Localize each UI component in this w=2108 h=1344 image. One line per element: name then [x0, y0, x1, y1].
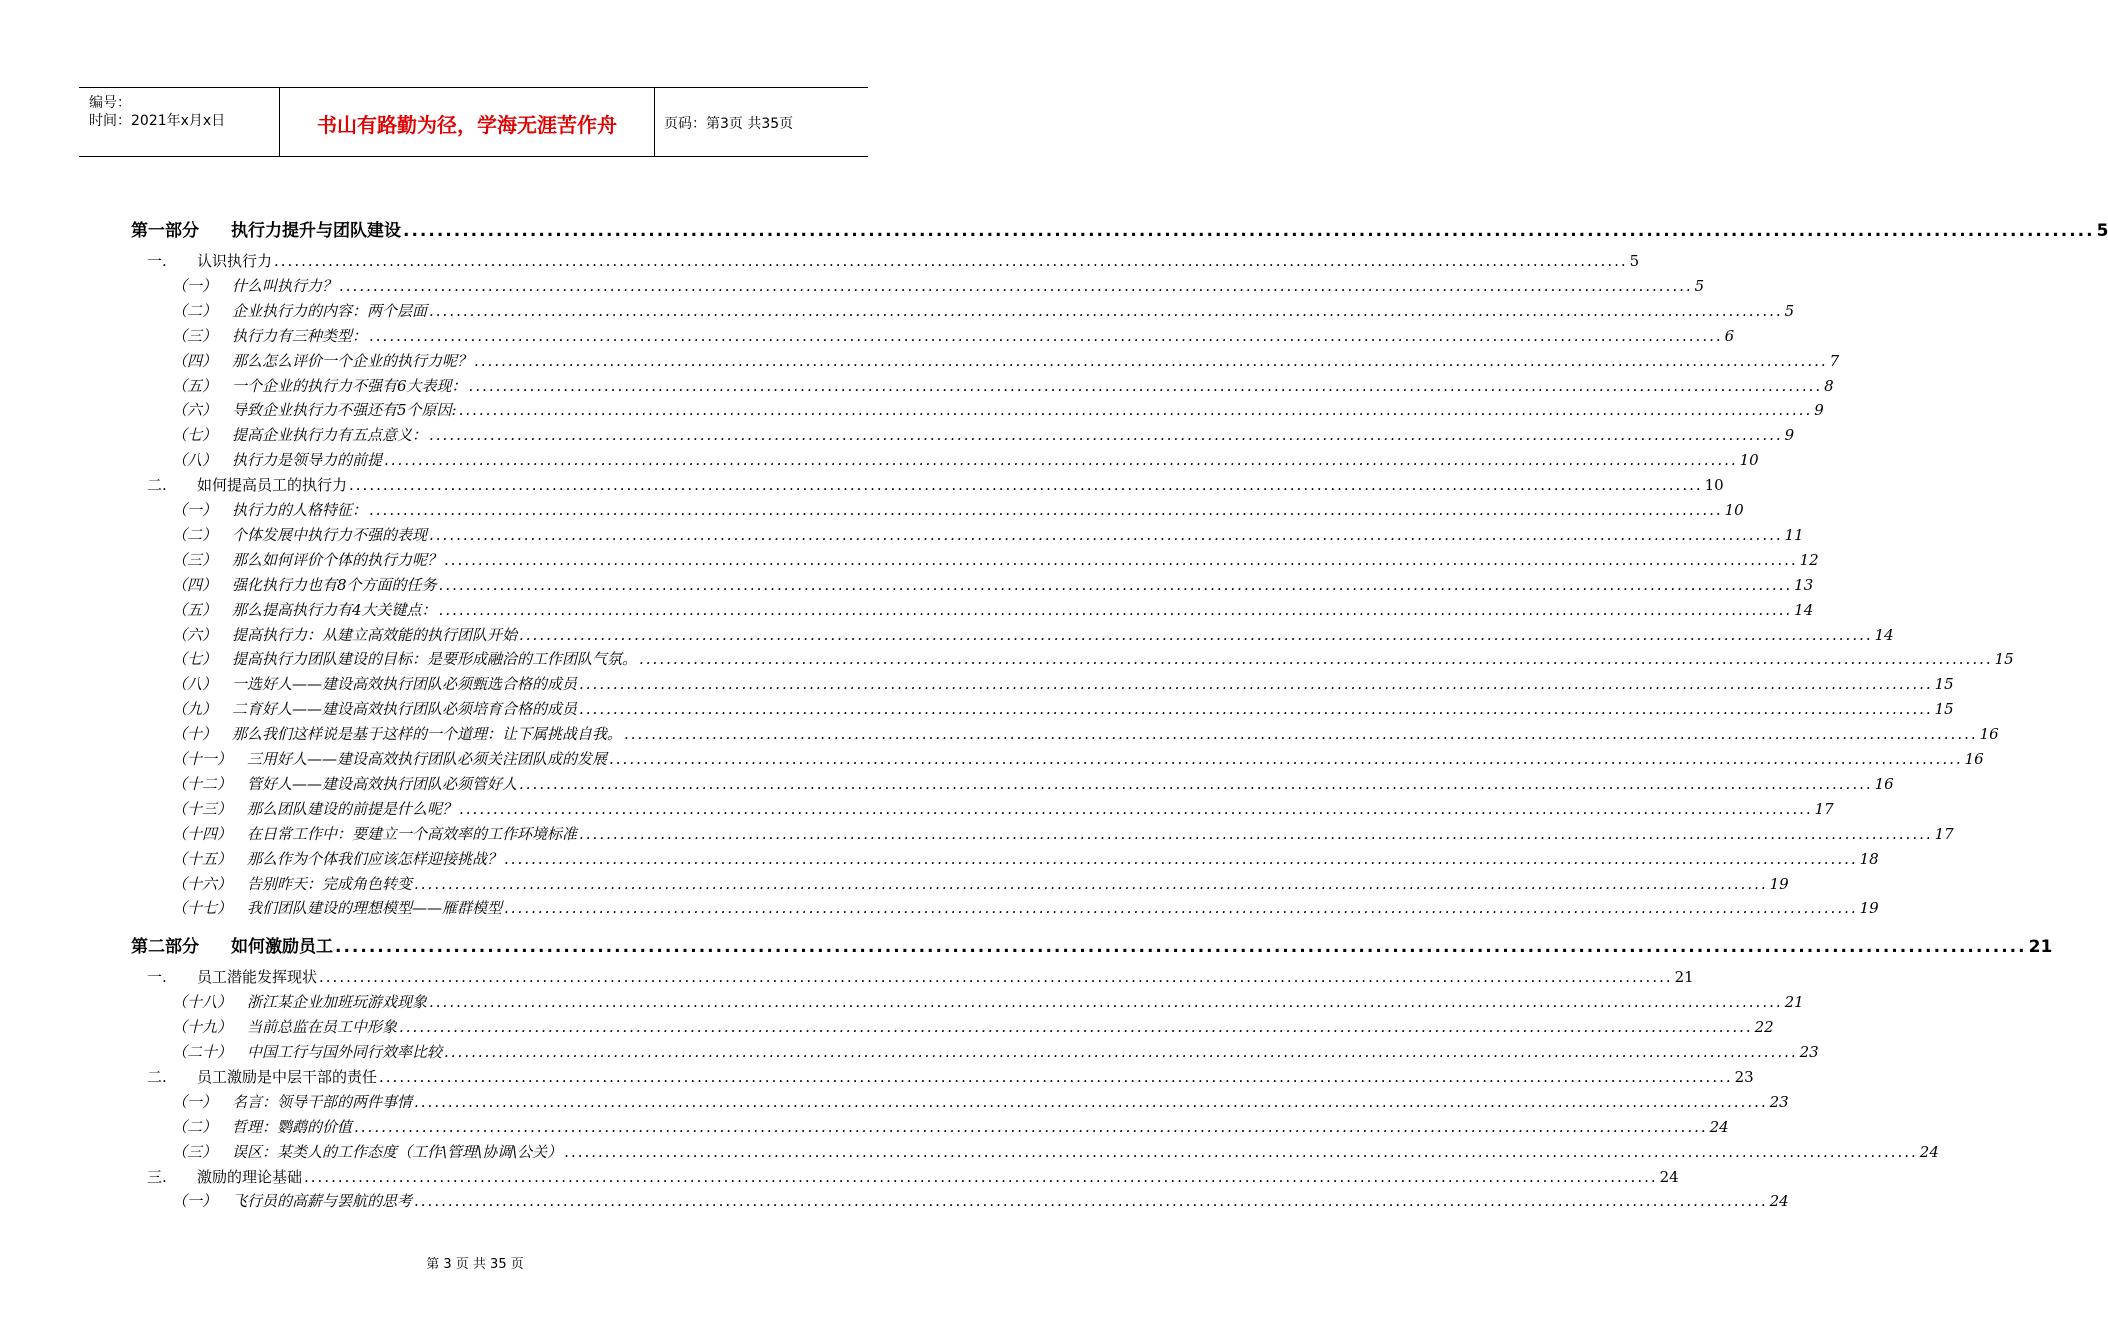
- toc-page-number: 21: [1674, 968, 1694, 987]
- toc-entry-label: （十八）: [172, 993, 233, 1012]
- toc-page-number: 21: [1784, 993, 1804, 1012]
- toc-page-number: 5: [1784, 301, 1795, 320]
- header-page-cell: [654, 88, 868, 156]
- toc-entry-title: 员工激励是中层干部的责任: [197, 1067, 378, 1086]
- toc-entry-label: （四）: [172, 351, 218, 370]
- toc-subsection-entry[interactable]: [172, 499, 1744, 520]
- toc-page-number: 14: [1794, 600, 1814, 619]
- toc-entry-title: 中国工行与国外同行效率比较: [247, 1043, 443, 1061]
- toc-entry-title: 我们团队建设的理想模型——雁群模型: [247, 899, 503, 918]
- toc-dot-leader: ........................................................................................................................................................................................................: [369, 501, 1723, 519]
- toc-entry-label: （十九）: [172, 1018, 233, 1037]
- toc-subsection-entry[interactable]: [172, 698, 1954, 719]
- toc-part-entry[interactable]: [131, 216, 2108, 241]
- toc-entry-title: 二育好人——建设高效执行团队必须培育合格的成员: [232, 700, 578, 719]
- page-info: 页码：第3页 共35页: [664, 116, 794, 132]
- toc-page-number: 14: [1874, 625, 1894, 644]
- toc-subsection-entry[interactable]: [172, 424, 1795, 445]
- motto: 书山有路勤为径，学海无涯苦作舟: [317, 113, 617, 137]
- toc-page-number: 24: [1919, 1142, 1939, 1161]
- toc-entry-title: 哲理：鹦鹉的价值: [232, 1117, 353, 1136]
- toc-subsection-entry[interactable]: [172, 1041, 1819, 1062]
- toc-page-number: 5: [1694, 276, 1705, 295]
- toc-entry-title: 管好人——建设高效执行团队必须管好人: [247, 774, 518, 793]
- toc-subsection-entry[interactable]: [172, 574, 1814, 595]
- toc-entry-label: （三）: [172, 550, 218, 569]
- toc-subsection-entry[interactable]: [172, 399, 1824, 420]
- toc-entry-title: 激励的理论基础: [197, 1167, 303, 1186]
- toc-page-number: 12: [1799, 550, 1819, 569]
- toc-entry-label: （十七）: [172, 899, 233, 918]
- toc-page-number: 10: [1739, 451, 1759, 470]
- toc-page-number: 15: [1994, 650, 2014, 669]
- toc-dot-leader: ........................................................................................................................................................................................................: [429, 426, 1783, 445]
- toc-entry-title: 误区：某类人的工作态度（工作\管理\协调\公关）: [232, 1142, 563, 1161]
- toc-entry-title: 认识执行力: [197, 252, 273, 270]
- toc-dot-leader: ........................................................................................................................................................................................................: [438, 575, 1793, 594]
- toc-entry-title: 飞行员的高薪与罢航的思考: [232, 1192, 413, 1211]
- toc-page-number: 10: [1704, 476, 1724, 495]
- toc-entry-title: 一个企业的执行力不强有6大表现：: [232, 376, 467, 395]
- toc-dot-leader: ........................................................................................................................................................................................................: [414, 1192, 1768, 1211]
- toc-subsection-entry[interactable]: [172, 1016, 1774, 1037]
- toc-section-entry[interactable]: [147, 1066, 1754, 1087]
- toc-dot-leader: ........................................................................................................................................................................................................: [429, 301, 1783, 320]
- toc-subsection-entry[interactable]: [172, 823, 1954, 844]
- toc-entry-label: （一）: [172, 501, 218, 519]
- toc-part-entry[interactable]: [131, 932, 2053, 958]
- toc-entry-label: 一.: [147, 968, 167, 987]
- toc-entry-title: 那么团队建设的前提是什么呢？: [247, 799, 458, 818]
- toc-subsection-entry[interactable]: [172, 275, 1705, 296]
- toc-dot-leader: ........................................................................................................................................................................................................: [459, 799, 1813, 818]
- toc-dot-leader: ........................................................................................................................................................................................................: [458, 401, 1813, 420]
- toc-entry-title: 提高企业执行力有五点意义：: [232, 426, 428, 445]
- toc-entry-label: （五）: [172, 600, 218, 619]
- toc-dot-leader: ........................................................................................................................................................................................................: [339, 276, 1693, 295]
- toc-subsection-entry[interactable]: [172, 798, 1834, 819]
- toc-dot-leader: ........................................................................................................................................................................................................: [274, 252, 1628, 270]
- toc-section-entry[interactable]: [147, 1166, 1679, 1187]
- toc-entry-label: （一）: [172, 1092, 218, 1111]
- toc-subsection-entry[interactable]: [172, 673, 1954, 694]
- toc-subsection-entry[interactable]: [172, 991, 1804, 1012]
- toc-entry-title: 导致企业执行力不强还有5个原因:: [232, 401, 457, 420]
- toc-entry-label: （十二）: [172, 774, 233, 793]
- toc-entry-label: （六）: [172, 401, 218, 420]
- toc-entry-label: （三）: [172, 1142, 218, 1161]
- page-footer: 第 3 页 共 35 页: [426, 1257, 524, 1272]
- toc-page-number: 18: [1859, 849, 1879, 868]
- toc-page-number: 10: [1724, 501, 1744, 519]
- toc-subsection-entry[interactable]: [172, 375, 1834, 396]
- toc-dot-leader: ........................................................................................................................................................................................................: [384, 451, 1738, 470]
- toc-page-number: 15: [1934, 675, 1954, 694]
- toc-dot-leader: ........................................................................................................................................................................................................: [504, 849, 1858, 868]
- toc-subsection-entry[interactable]: [172, 350, 1840, 371]
- toc-dot-leader: ........................................................................................................................................................................................................: [319, 968, 1673, 987]
- toc-subsection-entry[interactable]: [172, 599, 1814, 620]
- document-header: [79, 87, 868, 157]
- toc-entry-title: 员工潜能发挥现状: [197, 968, 318, 987]
- toc-dot-leader: ........................................................................................................................................................................................................: [564, 1142, 1918, 1161]
- toc-page-number: 23: [1769, 1092, 1789, 1111]
- toc-entry-label: （十一）: [172, 750, 233, 768]
- toc-dot-leader: ........................................................................................................................................................................................................: [429, 525, 1783, 544]
- toc-entry-title: 执行力的人格特征：: [232, 501, 368, 519]
- toc-page-number: 16: [1964, 750, 1984, 768]
- toc-entry-label: （五）: [172, 376, 218, 395]
- toc-dot-leader: ........................................................................................................................................................................................................: [639, 650, 1993, 669]
- toc-section-entry[interactable]: [147, 250, 1640, 271]
- toc-dot-leader: ........................................................................................................................................................................................................: [519, 625, 1873, 644]
- toc-dot-leader: ........................................................................................................................................................................................................: [403, 221, 2095, 241]
- toc-entry-title: 提高执行力：从建立高效能的执行团队开始: [232, 625, 518, 644]
- toc-dot-leader: ........................................................................................................................................................................................................: [579, 675, 1933, 694]
- toc-subsection-entry[interactable]: [172, 648, 2014, 669]
- toc-entry-label: （九）: [172, 700, 218, 719]
- toc-page-number: 9: [1814, 401, 1824, 420]
- toc-subsection-entry[interactable]: [172, 723, 1999, 744]
- toc-dot-leader: ........................................................................................................................................................................................................: [444, 1043, 1798, 1061]
- toc-page-number: 11: [1784, 525, 1804, 544]
- toc-page-number: 8: [1824, 376, 1834, 395]
- toc-subsection-entry[interactable]: [172, 549, 1819, 570]
- toc-section-entry[interactable]: [147, 966, 1694, 987]
- toc-dot-leader: ........................................................................................................................................................................................................: [609, 750, 1963, 768]
- toc-entry-title: 那么如何评价个体的执行力呢？: [232, 550, 443, 569]
- toc-dot-leader: ........................................................................................................................................................................................................: [399, 1018, 1753, 1037]
- toc-entry-title: 那么我们这样说是基于这样的一个道理：让下属挑战自我。: [232, 725, 623, 744]
- toc-dot-leader: ........................................................................................................................................................................................................: [414, 874, 1768, 893]
- toc-subsection-entry[interactable]: [172, 1141, 1939, 1162]
- toc-page-number: 16: [1874, 774, 1894, 793]
- toc-entry-title: 三用好人——建设高效执行团队必须关注团队成的发展: [247, 750, 608, 768]
- toc-dot-leader: ........................................................................................................................................................................................................: [579, 824, 1933, 843]
- toc-entry-title: 执行力有三种类型：: [232, 326, 368, 345]
- toc-page-number: 6: [1724, 326, 1735, 345]
- toc-entry-title: 执行力提升与团队建设: [231, 221, 401, 241]
- toc-page-number: 24: [1659, 1167, 1679, 1186]
- toc-section-entry[interactable]: [147, 474, 1724, 495]
- toc-subsection-entry[interactable]: [172, 897, 1879, 918]
- toc-entry-label: （十四）: [172, 824, 233, 843]
- toc-entry-label: （二十）: [172, 1043, 233, 1061]
- toc-subsection-entry[interactable]: [172, 1116, 1729, 1137]
- toc-subsection-entry[interactable]: [172, 873, 1789, 894]
- toc-entry-title: 在日常工作中：要建立一个高效率的工作环境标准: [247, 824, 578, 843]
- toc-dot-leader: ........................................................................................................................................................................................................: [369, 326, 1723, 345]
- toc-dot-leader: ........................................................................................................................................................................................................: [354, 1117, 1708, 1136]
- toc-page-number: 15: [1934, 700, 1954, 719]
- toc-dot-leader: ........................................................................................................................................................................................................: [379, 1067, 1733, 1086]
- toc-entry-title: 提高执行力团队建设的目标：是要形成融洽的工作团队气氛。: [232, 650, 638, 669]
- toc-entry-label: （十三）: [172, 799, 233, 818]
- toc-page-number: 9: [1784, 426, 1795, 445]
- toc-subsection-entry[interactable]: [172, 1091, 1789, 1112]
- toc-entry-label: 第二部分: [131, 937, 199, 958]
- header-motto-cell: [279, 88, 655, 156]
- toc-dot-leader: ........................................................................................................................................................................................................: [335, 937, 2027, 958]
- toc-page-number: 7: [1829, 351, 1840, 370]
- toc-subsection-entry[interactable]: [172, 748, 1984, 769]
- toc-page-number: 22: [1754, 1018, 1774, 1037]
- toc-subsection-entry[interactable]: [172, 773, 1894, 794]
- toc-entry-label: （七）: [172, 426, 218, 445]
- toc-subsection-entry[interactable]: [172, 848, 1879, 869]
- toc-entry-label: 二.: [147, 1067, 167, 1086]
- toc-entry-label: （四）: [172, 575, 218, 594]
- toc-page-number: 19: [1769, 874, 1789, 893]
- toc-entry-title: 一选好人——建设高效执行团队必须甄选合格的成员: [232, 675, 578, 694]
- toc-entry-title: 那么提高执行力有4大关键点：: [232, 600, 437, 619]
- toc-entry-label: 一.: [147, 252, 167, 270]
- toc-entry-title: 那么怎么评价一个企业的执行力呢？: [232, 351, 473, 370]
- toc-subsection-entry[interactable]: [172, 624, 1894, 645]
- toc-page-number: 5: [1629, 252, 1640, 270]
- toc-entry-label: （十六）: [172, 874, 233, 893]
- toc-entry-label: （二）: [172, 301, 218, 320]
- toc-page-number: 16: [1979, 725, 1999, 744]
- toc-page-number: 19: [1859, 899, 1879, 918]
- toc-entry-label: 二.: [147, 476, 167, 495]
- toc-dot-leader: ........................................................................................................................................................................................................: [624, 725, 1978, 744]
- toc-entry-title: 个体发展中执行力不强的表现: [232, 525, 428, 544]
- toc-entry-label: 三.: [147, 1167, 167, 1186]
- toc-dot-leader: ........................................................................................................................................................................................................: [444, 550, 1798, 569]
- toc-dot-leader: ........................................................................................................................................................................................................: [304, 1167, 1658, 1186]
- toc-entry-title: 强化执行力也有8个方面的任务: [232, 575, 437, 594]
- toc-dot-leader: ........................................................................................................................................................................................................: [429, 993, 1783, 1012]
- toc-page-number: 17: [1814, 799, 1834, 818]
- toc-subsection-entry[interactable]: [172, 449, 1759, 470]
- toc-dot-leader: ........................................................................................................................................................................................................: [414, 1092, 1768, 1111]
- toc-entry-label: （三）: [172, 326, 218, 345]
- toc-page-number: 23: [1734, 1067, 1754, 1086]
- toc-entry-label: 第一部分: [131, 221, 199, 241]
- toc-entry-label: （八）: [172, 675, 218, 694]
- toc-entry-title: 如何提高员工的执行力: [197, 476, 348, 495]
- toc-page-number: 24: [1709, 1117, 1729, 1136]
- time-label: 时间：2021年x月x日: [89, 113, 226, 129]
- header-meta-cell: [79, 88, 279, 156]
- toc-entry-title: 企业执行力的内容：两个层面: [232, 301, 428, 320]
- toc-entry-title: 如何激励员工: [231, 937, 333, 958]
- toc-entry-title: 告别昨天：完成角色转变: [247, 874, 413, 893]
- toc-entry-label: （二）: [172, 525, 218, 544]
- toc-entry-label: （八）: [172, 451, 218, 470]
- toc-entry-title: 浙江某企业加班玩游戏现象: [247, 993, 428, 1012]
- toc-entry-label: （十）: [172, 725, 218, 744]
- toc-dot-leader: ........................................................................................................................................................................................................: [474, 351, 1828, 370]
- toc-entry-label: （六）: [172, 625, 218, 644]
- toc-entry-label: （十五）: [172, 849, 233, 868]
- toc-subsection-entry[interactable]: [172, 300, 1795, 321]
- toc-subsection-entry[interactable]: [172, 524, 1804, 545]
- toc-page-number: 5: [2096, 221, 2108, 241]
- number-label: 编号：: [89, 95, 131, 111]
- toc-entry-label: （一）: [172, 276, 218, 295]
- toc-page-number: 21: [2028, 937, 2053, 958]
- toc-entry-title: 那么作为个体我们应该怎样迎接挑战？: [247, 849, 503, 868]
- toc-subsection-entry[interactable]: [172, 1190, 1789, 1211]
- toc-entry-label: （七）: [172, 650, 218, 669]
- toc-dot-leader: ........................................................................................................................................................................................................: [519, 774, 1873, 793]
- toc-page-number: 13: [1794, 575, 1814, 594]
- toc-dot-leader: ........................................................................................................................................................................................................: [468, 376, 1823, 395]
- toc-entry-title: 执行力是领导力的前提: [232, 451, 383, 470]
- toc-entry-label: （二）: [172, 1117, 218, 1136]
- toc-entry-title: 什么叫执行力？: [232, 276, 338, 295]
- toc-page-number: 24: [1769, 1192, 1789, 1211]
- toc-dot-leader: ........................................................................................................................................................................................................: [504, 899, 1858, 918]
- toc-entry-title: 当前总监在员工中形象: [247, 1018, 398, 1037]
- toc-dot-leader: ........................................................................................................................................................................................................: [349, 476, 1703, 495]
- toc-dot-leader: ........................................................................................................................................................................................................: [438, 600, 1793, 619]
- toc-entry-label: （一）: [172, 1192, 218, 1211]
- toc-page-number: 23: [1799, 1043, 1819, 1061]
- toc-page-number: 17: [1934, 824, 1954, 843]
- toc-subsection-entry[interactable]: [172, 325, 1735, 346]
- toc-entry-title: 名言：领导干部的两件事情: [232, 1092, 413, 1111]
- toc-dot-leader: ........................................................................................................................................................................................................: [579, 700, 1933, 719]
